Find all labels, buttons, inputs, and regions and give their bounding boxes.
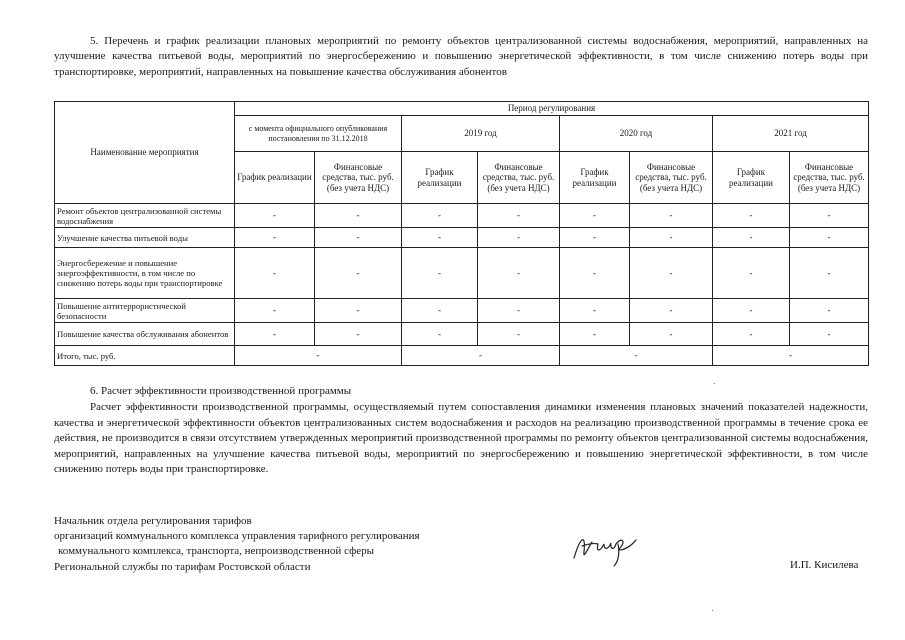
row-value-cell: - xyxy=(790,204,869,228)
row-value-cell: - xyxy=(713,228,790,248)
row-value-cell: - xyxy=(790,323,869,346)
signature-line: Начальник отдела регулирования тарифов xyxy=(54,515,252,527)
sub-schedule: График реализации xyxy=(235,152,315,204)
total-label: Итого, тыс. руб. xyxy=(55,346,235,366)
sub-finance: Финансовые средства, тыс. руб. (без учета НДС) xyxy=(315,152,402,204)
row-value-cell: - xyxy=(630,323,713,346)
row-value-cell: - xyxy=(713,299,790,323)
row-value-cell: - xyxy=(478,228,560,248)
row-activity-label: Ремонт объектов централизованной системы водоснабжения xyxy=(55,204,235,228)
row-value-cell: - xyxy=(790,228,869,248)
signature-line: Региональной службы по тарифам Ростовской области xyxy=(54,560,311,573)
row-activity-label: Энергосбережение и повышение энергоэффективности, в том числе по снижению потерь воды при транспортировке xyxy=(55,248,235,299)
row-value-cell: - xyxy=(713,323,790,346)
total-cell: - xyxy=(713,346,869,366)
period-initial: с момента официального опубликования постановления по 31.12.2018 xyxy=(235,116,402,152)
row-value-cell: - xyxy=(630,299,713,323)
header-activity: Наименование мероприятия xyxy=(55,102,235,204)
row-activity-label: Улучшение качества питьевой воды xyxy=(55,228,235,248)
section-6-heading: 6. Расчет эффективности производственной программы xyxy=(90,385,352,397)
sub-finance: Финансовые средства, тыс. руб. (без учета НДС) xyxy=(790,152,869,204)
row-value-cell: - xyxy=(315,228,402,248)
section-5-text: 5. Перечень и график реализации плановых мероприятий по ремонту объектов централизованной системы водоснабжения, мероприятий, направленных на улучшение качества питьевой воды, мероприятий по энергосбережению и повышению энергетической эффективности, в том числе снижению потерь воды при транспортировке, мероприятий, направленных на повышение качества обслуживания абонентов xyxy=(54,35,868,78)
row-value-cell: - xyxy=(478,323,560,346)
row-value-cell: - xyxy=(713,248,790,299)
row-value-cell: - xyxy=(402,248,478,299)
scan-speck xyxy=(714,383,715,384)
row-activity-label: Повышение антитеррористической безопасности xyxy=(55,299,235,323)
row-activity-label: Повышение качества обслуживания абонентов xyxy=(55,323,235,346)
row-value-cell: - xyxy=(402,228,478,248)
sub-finance: Финансовые средства, тыс. руб. (без учета НДС) xyxy=(478,152,560,204)
signatory-name: И.П. Кисилева xyxy=(790,559,859,571)
row-value-cell: - xyxy=(235,248,315,299)
row-value-cell: - xyxy=(560,228,630,248)
row-value-cell: - xyxy=(478,204,560,228)
section-6-text: Расчет эффективности производственной программы, осуществляемый путем сопоставления динамики изменения плановых значений показателей надежности, качества и энергетической эффективности объектов централизованных систем водоснабжения и расходов на реализацию производственной программы в течение срока ее действия, не производится в связи отсутствием утвержденных мероприятий производственной программы по ремонту объектов централизованной системы водоснабжения, мероприятий, направленных на улучшение качества питьевой воды, мероприятий по энергосбережению и повышению энергетической эффективности, в том числе снижению потерь воды при транспортировке. xyxy=(54,401,868,476)
row-value-cell: - xyxy=(790,248,869,299)
row-value-cell: - xyxy=(235,299,315,323)
sub-schedule: График реализации xyxy=(402,152,478,204)
row-value-cell: - xyxy=(315,204,402,228)
row-value-cell: - xyxy=(560,299,630,323)
row-value-cell: - xyxy=(315,248,402,299)
row-value-cell: - xyxy=(402,299,478,323)
table-body xyxy=(55,204,869,346)
plan-table xyxy=(54,101,869,366)
row-value-cell: - xyxy=(315,323,402,346)
row-value-cell: - xyxy=(713,204,790,228)
row-value-cell: - xyxy=(402,204,478,228)
row-value-cell: - xyxy=(235,228,315,248)
period-2020: 2020 год xyxy=(560,116,713,152)
row-value-cell: - xyxy=(478,248,560,299)
scan-speck xyxy=(712,610,713,611)
sub-schedule: График реализации xyxy=(713,152,790,204)
header-period: Период регулирования xyxy=(235,102,869,116)
row-value-cell: - xyxy=(402,323,478,346)
row-value-cell: - xyxy=(560,204,630,228)
sub-schedule: График реализации xyxy=(560,152,630,204)
sub-finance: Финансовые средства, тыс. руб. (без учета НДС) xyxy=(630,152,713,204)
signature-line: организаций коммунального комплекса управления тарифного регулирования xyxy=(54,530,420,543)
table-row xyxy=(55,228,869,248)
row-value-cell: - xyxy=(478,299,560,323)
row-value-cell: - xyxy=(560,323,630,346)
handwritten-signature-icon xyxy=(570,528,650,568)
row-value-cell: - xyxy=(630,248,713,299)
row-value-cell: - xyxy=(235,323,315,346)
table-row xyxy=(55,248,869,299)
signature-line: коммунального комплекса, транспорта, непроизводственной сферы xyxy=(58,545,374,558)
row-value-cell: - xyxy=(560,248,630,299)
table-row xyxy=(55,204,869,228)
row-value-cell: - xyxy=(630,204,713,228)
signature-block xyxy=(54,514,420,575)
total-row xyxy=(55,346,869,366)
table-row xyxy=(55,299,869,323)
row-value-cell: - xyxy=(630,228,713,248)
table-row xyxy=(55,323,869,346)
total-cell: - xyxy=(560,346,713,366)
row-value-cell: - xyxy=(790,299,869,323)
period-2019: 2019 год xyxy=(402,116,560,152)
period-2021: 2021 год xyxy=(713,116,869,152)
total-cell: - xyxy=(402,346,560,366)
row-value-cell: - xyxy=(315,299,402,323)
total-cell: - xyxy=(235,346,402,366)
row-value-cell: - xyxy=(235,204,315,228)
